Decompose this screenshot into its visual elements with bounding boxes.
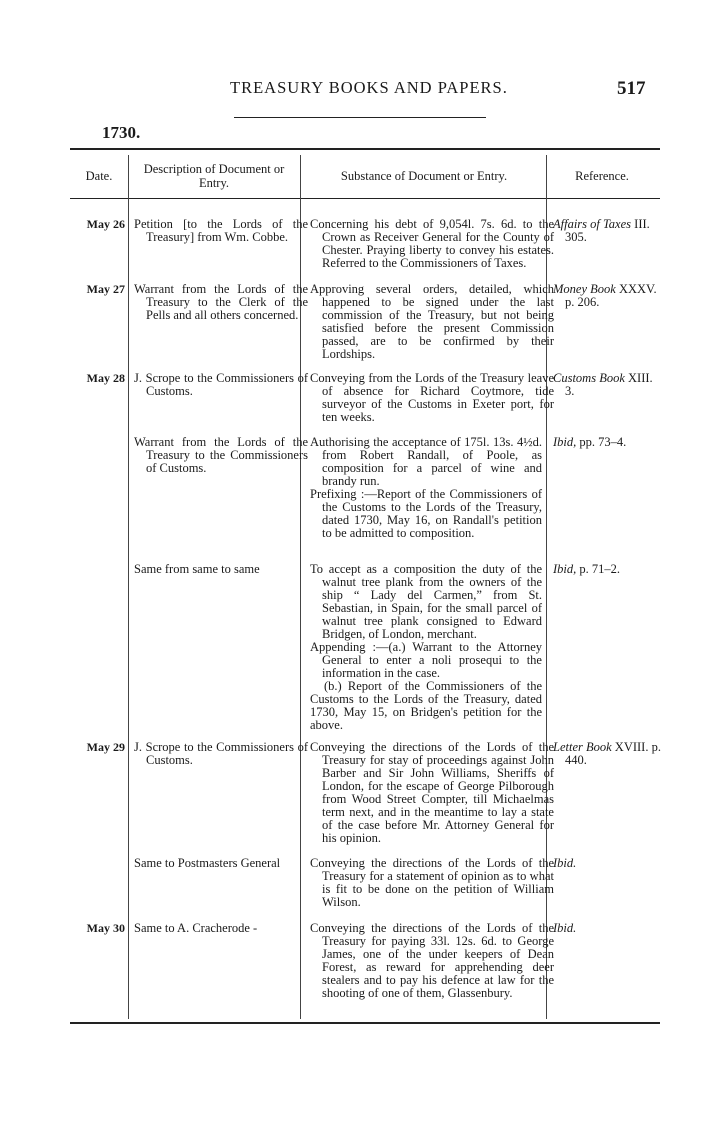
table-top-rule (70, 148, 660, 150)
running-title: TREASURY BOOKS AND PAPERS. (230, 78, 508, 97)
reference-location: XVIII. p. 440. (565, 740, 661, 767)
entry-reference (553, 283, 665, 309)
entry-append-note: (b.) Report of the Commissioners of the Customs to the Lords of the Treasury, dated 1730, May 15, on Bridgen's petition for the above. (310, 679, 542, 732)
year-heading: 1730. (102, 123, 141, 142)
entry-description: Same from same to same (134, 562, 260, 576)
entry-date: May 30 (86, 921, 125, 935)
entry-substance: Conveying the directions of the Lords of the Treasury for stay of proceedings against John Barber and Sir John Williams, Sheriffs of London, for the escape of George Pilborough from Wood Street Compter, till Michaelmas term next, and in the meantime to lay a state of the case before Mr. Attorney General for his opinion. (310, 740, 554, 845)
entry-substance-block (310, 436, 542, 540)
entry-append-note: Appending :—(a.) Warrant to the Attorney General to enter a noli prosequi to the information in the case. (310, 640, 542, 680)
title-rule (234, 117, 486, 118)
entry-substance: Authorising the acceptance of 175l. 13s. 4½d. from Robert Randall, of Poole, as composition for a parcel of wine and brandy run. (310, 435, 542, 488)
entry-date: May 27 (86, 282, 125, 296)
reference-title: Customs Book (553, 371, 625, 385)
entry-prefix-note: Prefixing :—Report of the Commissioners of the Customs to the Lords of the Treasury, dated 1730, May 16, on Randall's petition to be admitted to composition. (310, 487, 542, 540)
entry-reference (553, 436, 665, 449)
page-number: 517 (617, 78, 646, 99)
entry-description: J. Scrope to the Commissioners of Customs. (134, 371, 308, 398)
reference-title: Ibid, (553, 562, 577, 576)
header-substance: Substance of Document or Entry. (340, 169, 508, 183)
reference-location: III. 305. (565, 217, 650, 244)
header-date: Date. (85, 169, 113, 183)
table-header-rule (70, 198, 660, 199)
entry-substance-block (310, 563, 542, 732)
reference-location: p. 71–2. (576, 562, 621, 576)
header-reference: Reference. (575, 169, 629, 183)
running-head (0, 78, 720, 104)
entry-description: Same to A. Cracherode - (134, 921, 258, 935)
entry-description: J. Scrope to the Commissioners of Customs. (134, 740, 308, 767)
entry-substance: Approving several orders, detailed, which happened to be signed under the last commission of the Treasury, but not being satisfied before the present Commission passed, are to be confirmed by their Lordships. (310, 282, 554, 361)
entry-reference (553, 741, 665, 767)
table-bottom-rule (70, 1022, 660, 1024)
entry-reference (553, 922, 665, 935)
reference-title: Letter Book (553, 740, 612, 754)
entry-date: May 29 (86, 740, 125, 754)
reference-title: Ibid, (553, 435, 577, 449)
entry-description: Petition [to the Lords of the Treasury] from Wm. Cobbe. (134, 217, 308, 244)
reference-location: XIII. 3. (565, 371, 653, 398)
entry-description: Warrant from the Lords of the Treasury to the Clerk of the Pells and all others concerned. (134, 282, 308, 322)
reference-title: Ibid. (553, 856, 577, 870)
header-description: Description of Document or Entry. (143, 162, 285, 190)
entry-date: May 28 (86, 371, 125, 385)
reference-title: Affairs of Taxes (553, 217, 632, 231)
reference-location: XXXV. p. 206. (565, 282, 657, 309)
entry-substance: Conveying the directions of the Lords of the Treasury for paying 33l. 12s. 6d. to George James, one of the under keepers of Dean Forest, as reward for apprehending deer stealers and to pay his defence at law for the shooting of one of them, Glassenbury. (310, 921, 554, 1000)
entry-description: Same to Postmasters General (134, 856, 281, 870)
column-divider (128, 155, 129, 1019)
entry-substance: Conveying from the Lords of the Treasury leave of absence for Richard Coytmore, tide surveyor of the Customs in Exeter port, for ten weeks. (310, 371, 554, 424)
entry-reference (553, 563, 665, 576)
entry-reference (553, 857, 665, 870)
reference-title: Ibid. (553, 921, 577, 935)
reference-title: Money Book (553, 282, 616, 296)
entry-substance: Conveying the directions of the Lords of the Treasury for a statement of opinion as to what is fit to be done on the petition of William Wilson. (310, 856, 554, 909)
entry-reference (553, 372, 665, 398)
entry-date: May 26 (86, 217, 125, 231)
entry-substance: Concerning his debt of 9,054l. 7s. 6d. to the Crown as Receiver General for the County of Chester. Praying liberty to convey his estates. Referred to the Commissioners of Taxes. (310, 217, 554, 270)
entry-substance: To accept as a composition the duty of the walnut tree plank from the owners of the ship “ Lady del Carmen,” from St. Sebastian, in Spain, for the small parcel of walnut tree plank consigned to Edward Bridgen, of London, merchant. (310, 562, 542, 641)
reference-location: pp. 73–4. (576, 435, 627, 449)
entry-reference (553, 218, 665, 244)
entry-description: Warrant from the Lords of the Treasury to the Commissioners of Customs. (134, 435, 308, 475)
